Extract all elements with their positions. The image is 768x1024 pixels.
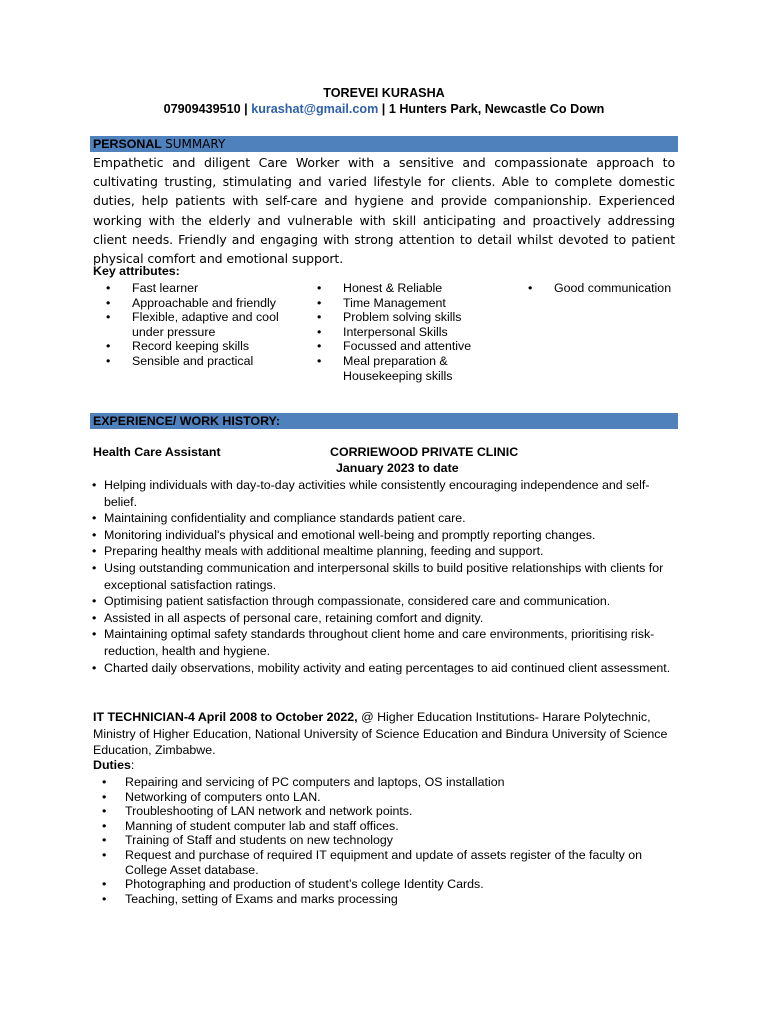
list-item: • Troubleshooting of LAN network and network points.	[101, 804, 676, 819]
list-item: • Request and purchase of required IT equipment and update of assets register of the faculty on College Asset database.	[101, 848, 676, 877]
list-item: • Photographing and production of student’s college Identity Cards.	[101, 877, 676, 892]
list-item: • Meal preparation & Housekeeping skills	[315, 354, 510, 383]
list-item: • Interpersonal Skills	[315, 325, 510, 340]
contact-separator: |	[378, 102, 389, 116]
personal-summary-text: Empathetic and diligent Care Worker with a sensitive and compassionate approach to cultivating trusting, stimulating and varied lifestyle for clients. Able to complete domestic duties, help patients with self-care and hygiene and provide companionship. Experienced working with the elderly and vulnerable with skill anticipating and proactively addressing client needs. Friendly and engaging with strong attention to detail whilst devoted to patient physical comfort and emotional support.	[93, 155, 675, 267]
contact-separator: |	[240, 102, 252, 116]
list-item: • Focussed and attentive	[315, 339, 510, 354]
employer-name: CORRIEWOOD PRIVATE CLINIC	[330, 445, 519, 459]
job2-header	[93, 709, 677, 759]
list-item: • Good communication	[526, 281, 686, 296]
job-title: Health Care Assistant	[93, 445, 221, 459]
email-link[interactable]: kurashat@gmail.com	[251, 102, 379, 116]
candidate-name: TOREVEI KURASHA	[323, 86, 445, 100]
address: 1 Hunters Park, Newcastle Co Down	[388, 102, 605, 116]
heading-text: SUMMARY	[165, 137, 226, 151]
contact-line	[0, 102, 768, 116]
employment-dates: January 2023 to date	[336, 461, 459, 475]
list-item: • Record keeping skills	[104, 339, 299, 354]
list-item: • Teaching, setting of Exams and marks processing	[101, 892, 676, 907]
list-item: • Training of Staff and students on new technology	[101, 833, 676, 848]
list-item: • Approachable and friendly	[104, 296, 299, 311]
duties-label-text: Duties	[93, 758, 131, 772]
employer-name: @ Higher Education Institutions- Harare Polytechnic, Ministry of Higher Education, National University of Science Education and Bindura University of Science Education, Zimbabwe.	[93, 710, 668, 758]
attributes-column-3	[526, 281, 686, 296]
phone-number: 07909439510	[163, 102, 241, 116]
list-item: • Using outstanding communication and interpersonal skills to build positive relationships with clients for exceptional satisfaction ratings.	[92, 560, 676, 593]
job-title: IT TECHNICIAN-4 April 2008 to October 2022,	[93, 710, 358, 724]
list-item: • Fast learner	[104, 281, 299, 296]
duties-colon: :	[130, 758, 135, 772]
list-item: • Optimising patient satisfaction through compassionate, considered care and communication.	[92, 593, 676, 610]
job1-duties-list	[92, 477, 676, 676]
list-item: • Honest & Reliable	[315, 281, 510, 296]
experience-heading: EXPERIENCE/ WORK HISTORY:	[90, 413, 678, 429]
key-attributes-heading: Key attributes:	[93, 264, 180, 278]
list-item: • Charted daily observations, mobility activity and eating percentages to aid continued client assessment.	[92, 660, 676, 677]
duties-label	[93, 758, 134, 772]
list-item: • Monitoring individual's physical and emotional well-being and promptly reporting changes.	[92, 527, 676, 544]
personal-summary-heading	[90, 136, 678, 152]
list-item: • Time Management	[315, 296, 510, 311]
list-item: • Maintaining confidentiality and compliance standards patient care.	[92, 510, 676, 527]
list-item: • Manning of student computer lab and staff offices.	[101, 819, 676, 834]
list-item: • Assisted in all aspects of personal care, retaining comfort and dignity.	[92, 610, 676, 627]
list-item: • Helping individuals with day-to-day activities while consistently encouraging independence and self-belief.	[92, 477, 676, 510]
list-item: • Sensible and practical	[104, 354, 299, 369]
heading-text: PERSONAL	[93, 137, 166, 151]
attributes-column-2	[315, 281, 510, 383]
attributes-column-1	[104, 281, 299, 369]
job2-duties-list	[101, 775, 676, 906]
list-item: • Flexible, adaptive and cool under pressure	[104, 310, 299, 339]
list-item: • Problem solving skills	[315, 310, 510, 325]
list-item: • Repairing and servicing of PC computers and laptops, OS installation	[101, 775, 676, 790]
list-item: • Maintaining optimal safety standards throughout client home and care environments, prioritising risk-reduction, health and hygiene.	[92, 626, 676, 659]
list-item: • Preparing healthy meals with additional mealtime planning, feeding and support.	[92, 543, 676, 560]
list-item: • Networking of computers onto LAN.	[101, 790, 676, 805]
